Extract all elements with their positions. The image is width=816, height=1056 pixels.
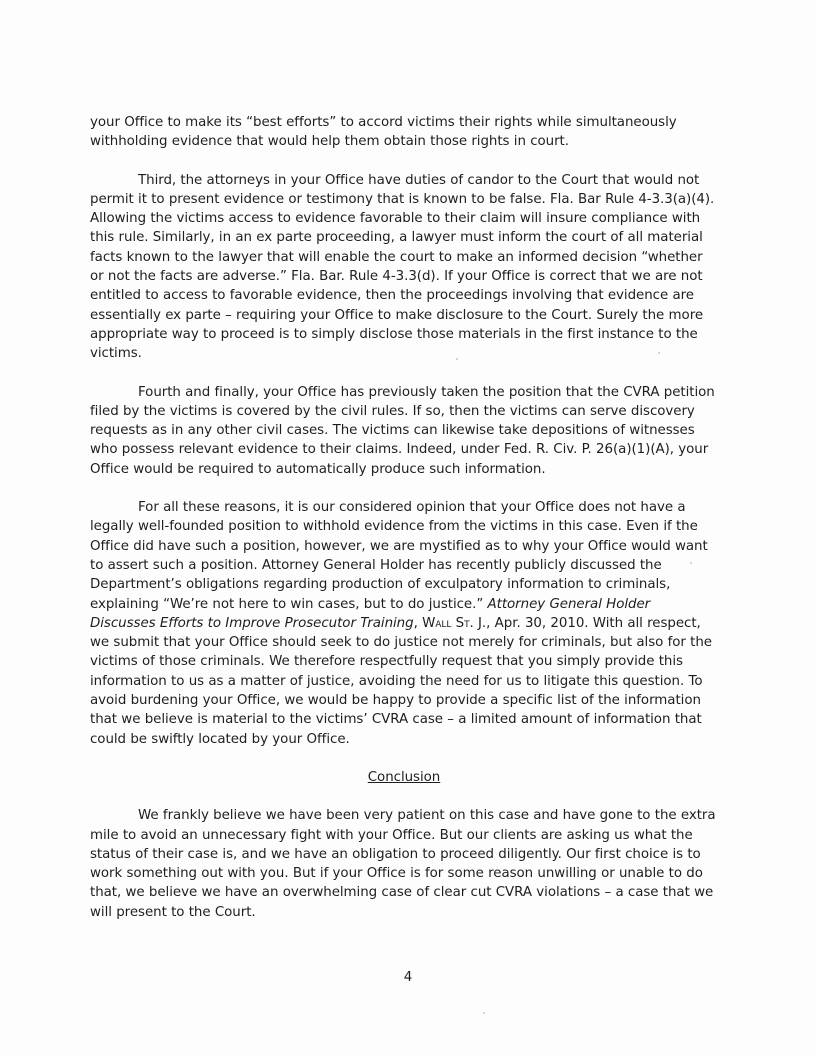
section-heading-conclusion: Conclusion xyxy=(367,769,441,785)
letter-body xyxy=(90,113,718,922)
paragraph-conclusion: We frankly believe we have been very patient on this case and have gone to the extra mile to avoid an unnecessary fight with your Office. But our clients are asking us what the status of their case is, and we have an obligation to proceed diligently. Our first choice is to work something out with you. But if your Office is for some reason unwilling or unable to do that, we believe we have an overwhelming case of clear cut CVRA violations – a case that we will present to the Court. xyxy=(90,808,716,920)
paragraph-reasons xyxy=(90,498,718,749)
paragraph-reasons-text-a: For all these reasons, it is our considered opinion that your Office does not have a legally well-founded position to withhold evidence from the victims in this case. Even if the Office did have such a position, however, we are mystified as to why your Office would want to assert such a position. Attorney General Holder has recently publicly discussed the Department’s obligations regarding production of exculpatory information to criminals, explaining “We’re not here to win cases, but to do justice.” xyxy=(90,500,708,612)
scan-speck xyxy=(658,352,660,354)
paragraph-candor: Third, the attorneys in your Office have duties of candor to the Court that would not permit it to present evidence or testimony that is known to be false. Fla. Bar Rule 4-3.3(a)(4). Allowing the victims access to evidence favorable to their claim will insure compliance with this rule. Similarly, in an ex parte proceeding, a lawyer must inform the court of all material facts known to the lawyer that will enable the court to make an informed decision “whether or not the facts are adverse.” Fla. Bar. Rule 4-3.3(d). If your Office is correct that we are not entitled to access to favorable evidence, then the proceedings involving that evidence are essentially ex parte – requiring your Office to make disclosure to the Court. Surely the more appropriate way to proceed is to simply disclose those materials in the first instance to the victims. xyxy=(90,172,715,362)
page-number: 4 xyxy=(403,970,413,985)
scan-speck xyxy=(483,1012,485,1014)
paragraph-continuation: your Office to make its “best efforts” to accord victims their rights while simultaneously withholding evidence that would help them obtain those rights in court. xyxy=(90,115,677,150)
scan-speck xyxy=(690,562,692,564)
scan-speck xyxy=(456,358,458,360)
citation-journal: Wall St. J. xyxy=(422,615,487,631)
citation-title: Attorney General Holder Discusses Efforts to Improve Prosecutor Training xyxy=(90,596,651,631)
paragraph-civil-rules: Fourth and finally, your Office has previously taken the position that the CVRA petition filed by the victims is covered by the civil rules. If so, then the victims can serve discovery requests as in any other civil cases. The victims can likewise take depositions of witnesses who possess relevant evidence to their claims. Indeed, under Fed. R. Civ. P. 26(a)(1)(A), your Office would be required to automatically produce such information. xyxy=(90,384,715,477)
citation-comma: , xyxy=(413,615,423,631)
paragraph-reasons-text-b: , Apr. 30, 2010. With all respect, we submit that your Office should seek to do justice not merely for criminals, but also for the victims of those criminals. We therefore respectfully request that you simply provide this information to us as a matter of justice, avoiding the need for us to litigate this question. To avoid burdening your Office, we would be happy to provide a specific list of the information that we believe is material to the victims’ CVRA case – a limited amount of information that could be swiftly located by your Office. xyxy=(90,615,712,747)
